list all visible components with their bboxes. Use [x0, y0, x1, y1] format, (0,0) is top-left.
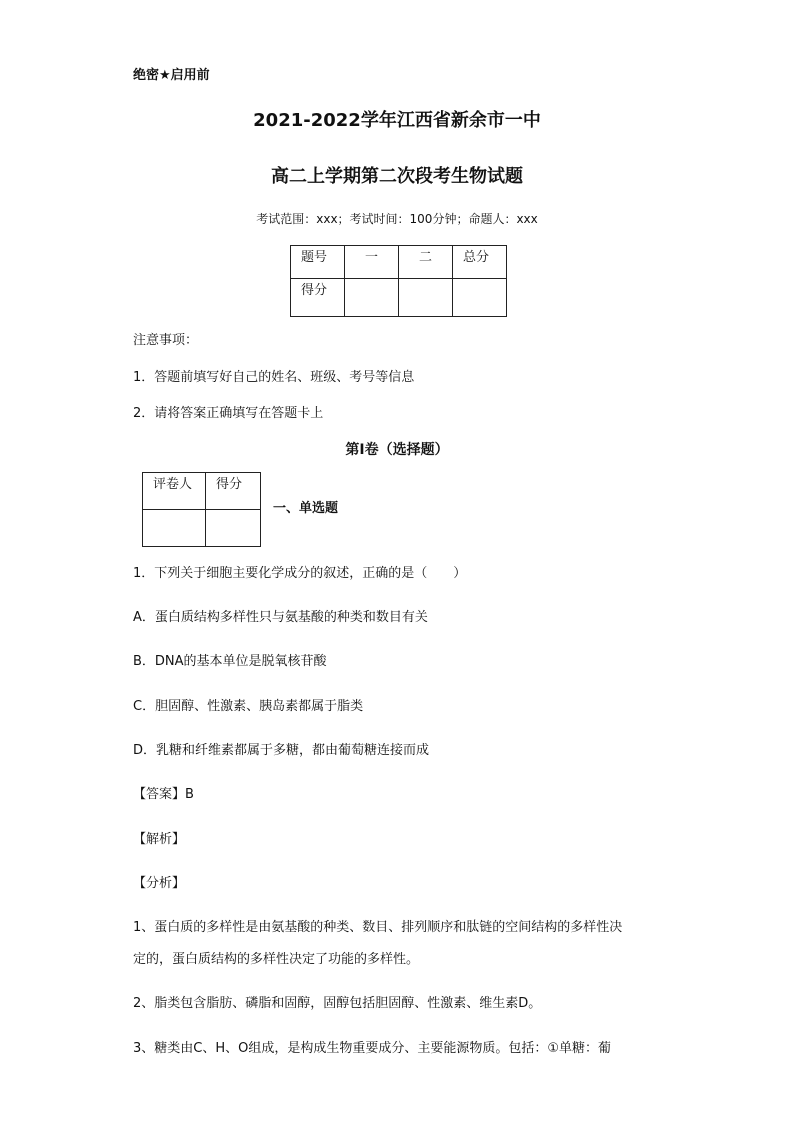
score-header-cell: 二: [399, 246, 453, 279]
score-cell[interactable]: [399, 279, 453, 317]
analysis-point: 1、蛋白质的多样性是由氨基酸的种类、数目、排列顺序和肽链的空间结构的多样性决: [133, 920, 623, 935]
analysis-point: 2、脂类包含脂肪、磷脂和固醇，固醇包括胆固醇、性激素、维生素D。: [133, 996, 542, 1011]
score-table: [290, 245, 507, 317]
score-header-cell: 题号: [291, 246, 345, 279]
notice-title: 注意事项：: [133, 333, 199, 348]
score-table-value-row: [291, 279, 507, 317]
score-cell[interactable]: [453, 279, 507, 317]
option-d: D．乳糖和纤维素都属于多糖，都由葡萄糖连接而成: [133, 743, 430, 758]
grader-value-row: [143, 510, 261, 547]
score-header-cell: 总分: [453, 246, 507, 279]
part-title: 一、单选题: [273, 501, 339, 516]
grader-cell[interactable]: [143, 510, 206, 547]
section-title: 第I卷（选择题）: [345, 442, 449, 458]
answer-line: 【答案】B: [133, 787, 194, 802]
exam-title-line2: 高二上学期第二次段考生物试题: [271, 166, 523, 187]
analysis-label: 【解析】: [133, 832, 186, 847]
notice-item: 2．请将答案正确填写在答题卡上: [133, 406, 324, 421]
score-table-header-row: [291, 246, 507, 279]
grader-header-cell: 得分: [206, 473, 261, 510]
notice-item: 1．答题前填写好自己的姓名、班级、考号等信息: [133, 370, 415, 385]
analysis-point: 3、糖类由C、H、O组成，是构成生物重要成分、主要能源物质。包括：①单糖：葡: [133, 1041, 612, 1056]
score-row-label: 得分: [291, 279, 345, 317]
option-c: C．胆固醇、性激素、胰岛素都属于脂类: [133, 699, 364, 714]
fenxi-label: 【分析】: [133, 876, 186, 891]
grader-header-cell: 评卷人: [143, 473, 206, 510]
exam-title-line1: 2021-2022学年江西省新余市一中: [253, 110, 541, 131]
analysis-point: 定的，蛋白质结构的多样性决定了功能的多样性。: [133, 952, 420, 967]
option-a: A．蛋白质结构多样性只与氨基酸的种类和数目有关: [133, 610, 428, 625]
question-stem: 1．下列关于细胞主要化学成分的叙述，正确的是（ ）: [133, 566, 467, 581]
score-header-cell: 一: [345, 246, 399, 279]
confidential-mark: 绝密★启用前: [133, 68, 210, 83]
grader-table: [142, 472, 261, 547]
option-b: B．DNA的基本单位是脱氧核苷酸: [133, 654, 327, 669]
exam-info: 考试范围：xxx；考试时间：100分钟；命题人：xxx: [256, 212, 538, 226]
grader-cell[interactable]: [206, 510, 261, 547]
score-cell[interactable]: [345, 279, 399, 317]
grader-header-row: [143, 473, 261, 510]
